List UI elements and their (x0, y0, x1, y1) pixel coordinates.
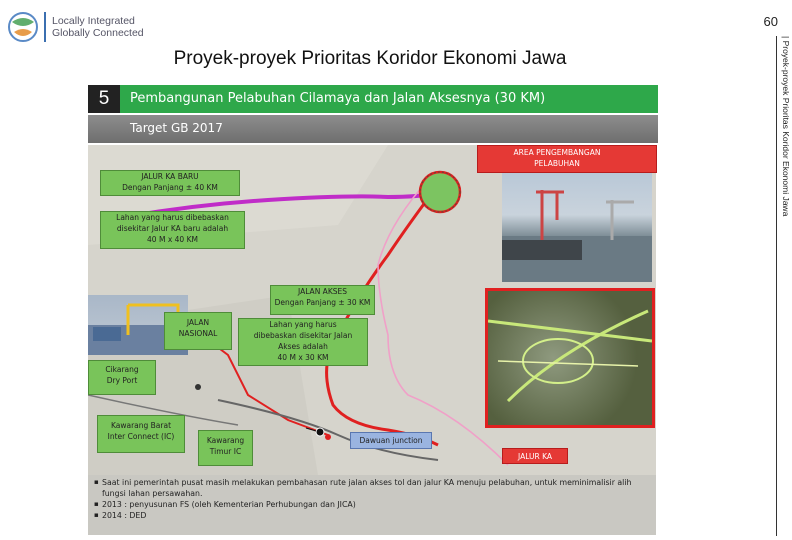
project-number: 5 (88, 85, 120, 113)
logo-line-2: Globally Connected (52, 27, 144, 39)
interchange-drawing (488, 291, 652, 425)
lahan-jalur-ka-label: Lahan yang harus dibebaskan disekitar Jalur KA baru adalah 40 M x 40 KM (100, 211, 245, 249)
jalur-ka-baru-label: JALUR KA BARU Dengan Panjang ± 40 KM (100, 170, 240, 196)
logo-text (52, 15, 144, 39)
project-subtitle: Pembangunan Pelabuhan Cilamaya dan Jalan Aksesnya (30 KM) (130, 91, 546, 106)
note-item: ▪ 2013 : penyusunan FS (oleh Kementerian Perhubungan dan JICA) (94, 499, 650, 510)
globe-logo-icon (6, 10, 40, 44)
jalan-akses-label: JALAN AKSES Dengan Panjang ± 30 KM (270, 285, 375, 315)
logo-separator (44, 12, 46, 42)
note-item: ▪ 2014 : DED (94, 510, 650, 521)
kawarang-barat-label: Kawarang Barat Inter Connect (IC) (97, 415, 185, 453)
area-pengembangan-text: AREA PENGEMBANGAN PELABUHAN (513, 148, 601, 168)
logo (6, 8, 156, 46)
area-pengembangan-label (477, 145, 657, 173)
lahan-jalan-akses-label: Lahan yang harus dibebaskan disekitar Jalan Akses adalah 40 M x 30 KM (238, 318, 368, 366)
dawuan-junction-label: Dawuan junction (350, 432, 432, 449)
jalur-ka-label: JALUR KA (502, 448, 568, 464)
target-text: Target GB 2017 (130, 121, 223, 135)
port-photo-drawing (502, 170, 652, 282)
jalan-nasional-label: JALAN NASIONAL (164, 312, 232, 350)
side-caption: | Proyek-proyek Prioritas Koridor Ekonomi Jawa (781, 36, 791, 217)
logo-line-1: Locally Integrated (52, 15, 135, 27)
page-number: 60 (763, 14, 778, 29)
interchange-photo (485, 288, 655, 428)
port-photo (502, 170, 652, 282)
notes-list (88, 475, 656, 535)
note-item: ▪ Saat ini pemerintah pusat masih melakukan pembahasan rute jalan akses tol dan jalur KA menuju pelabuhan, untuk meminimalisir alih fungsi lahan persawahan. (94, 477, 650, 499)
page-title: Proyek-proyek Prioritas Koridor Ekonomi Jawa (173, 48, 567, 69)
cikarang-dry-port-label: Cikarang Dry Port (88, 360, 156, 395)
kawarang-timur-label: Kawarang Timur IC (198, 430, 253, 466)
